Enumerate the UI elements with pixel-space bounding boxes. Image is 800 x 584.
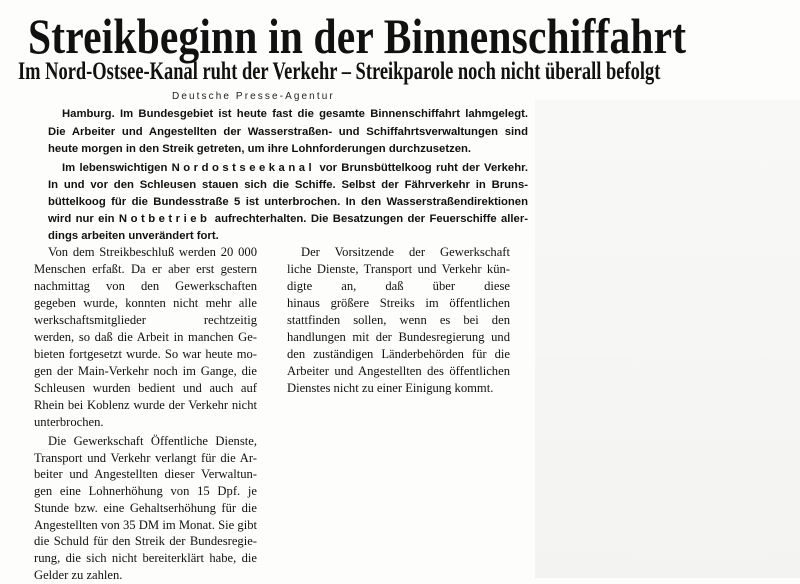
text-line: büttelkoog für die Bundesstraße 5 ist unterbrochen. In den Wasserstraßendirektionen: [48, 196, 528, 208]
text-line: hinaus größere Streiks im öffentlichen: [287, 296, 510, 310]
text-line: bieten fortgesetzt wurde. So war heute mo-: [34, 347, 257, 361]
text-line: werden, so daß die Arbeit in manchen Ge-: [34, 330, 257, 344]
headline: [28, 8, 772, 64]
text-line: gegeben wurde, konnten nicht mehr alle: [34, 296, 257, 310]
text-line: Dienstes nicht zu einer Einigung kommt.: [287, 381, 494, 395]
text-line: rung, die sich nicht bereiterklärt habe, die: [34, 551, 257, 565]
text-line: Schleusen wurden bedient und auch auf: [34, 381, 257, 395]
headline-text: Streikbeginn in der Binnenschiffahrt: [28, 8, 687, 64]
text-line: Gelder zu zahlen.: [34, 568, 123, 582]
text-line: Von dem Streikbeschluß werden 20 000: [48, 245, 257, 259]
text-line: Angestellten von 35 DM im Monat. Sie gibt: [34, 518, 257, 532]
text-line: werkschaftsmitglieder rechtzeitig: [34, 313, 257, 327]
subheadline: [18, 58, 778, 86]
text-line: heute morgen in den Streik getreten, um ihre Lohnforderungen durchzusetzen.: [48, 143, 472, 155]
text-line: liche Dienste, Transport und Verkehr kün-: [287, 262, 510, 276]
text-line: Rhein bei Koblenz wurde der Verkehr nicht: [34, 398, 257, 412]
text-line: den zuständigen Länderbehörden für die: [287, 347, 510, 361]
text-line: Die Gewerkschaft Öffentliche Dienste,: [48, 434, 257, 448]
text-line: Die Arbeiter und Angestellten der Wasserstraßen- und Schiffahrtsverwaltungen sind: [48, 126, 528, 138]
text-line: nachmittag von den Gewerkschaften: [34, 279, 257, 293]
text-line: Der Vorsitzende der Gewerkschaft: [301, 245, 510, 259]
text-line: Arbeiter und Angestellten des öffentlichen: [287, 364, 510, 378]
text-line: Stunde bzw. eine Gehaltserhöhung für die: [34, 501, 257, 515]
subheadline-text: Im Nord-Ostsee-Kanal ruht der Verkehr – Streikparole noch nicht überall befolgt: [18, 58, 661, 85]
text-line: stattfinden sollen, wenn es bei den: [287, 313, 510, 327]
bleed-through-area: [535, 100, 800, 578]
text-line: gen der Main-Verkehr noch im Gange, die: [34, 364, 257, 378]
text-line: handlungen mit der Bundesregierung und: [287, 330, 510, 344]
text-line: digte an, daß über diese: [287, 279, 510, 293]
text-line: dings arbeiten unverändert fort.: [48, 230, 219, 242]
text-line: wird nur ein Notbetrieb aufrechterhalten. Die Besatzungen der Feuerschiffe aller-: [48, 213, 528, 225]
text-line: Transport und Verkehr verlangt für die Ar-: [34, 451, 257, 465]
text-line: Hamburg. Im Bundesgebiet ist heute fast die gesamte Binnenschiffahrt lahmgelegt.: [62, 108, 528, 120]
text-line: In und vor den Schleusen stauen sich die Schiffe. Selbst der Fährverkehr in Bruns-: [48, 179, 528, 191]
agency-byline: Deutsche Presse-Agentur: [172, 91, 335, 102]
text-line: beiter und Angestellten dieser Verwaltun-: [34, 467, 257, 481]
text-line: gen eine Lohnerhöhung von 15 Dpf. je: [34, 484, 257, 498]
text-line: Im lebenswichtigen Nordostseekanal vor Brunsbüttelkoog ruht der Verkehr.: [62, 162, 528, 174]
text-line: unterbrochen.: [34, 415, 104, 429]
text-line: die Schuld für den Streik der Bundesregie-: [34, 534, 257, 548]
text-line: Menschen erfaßt. Da er aber erst gestern: [34, 262, 257, 276]
